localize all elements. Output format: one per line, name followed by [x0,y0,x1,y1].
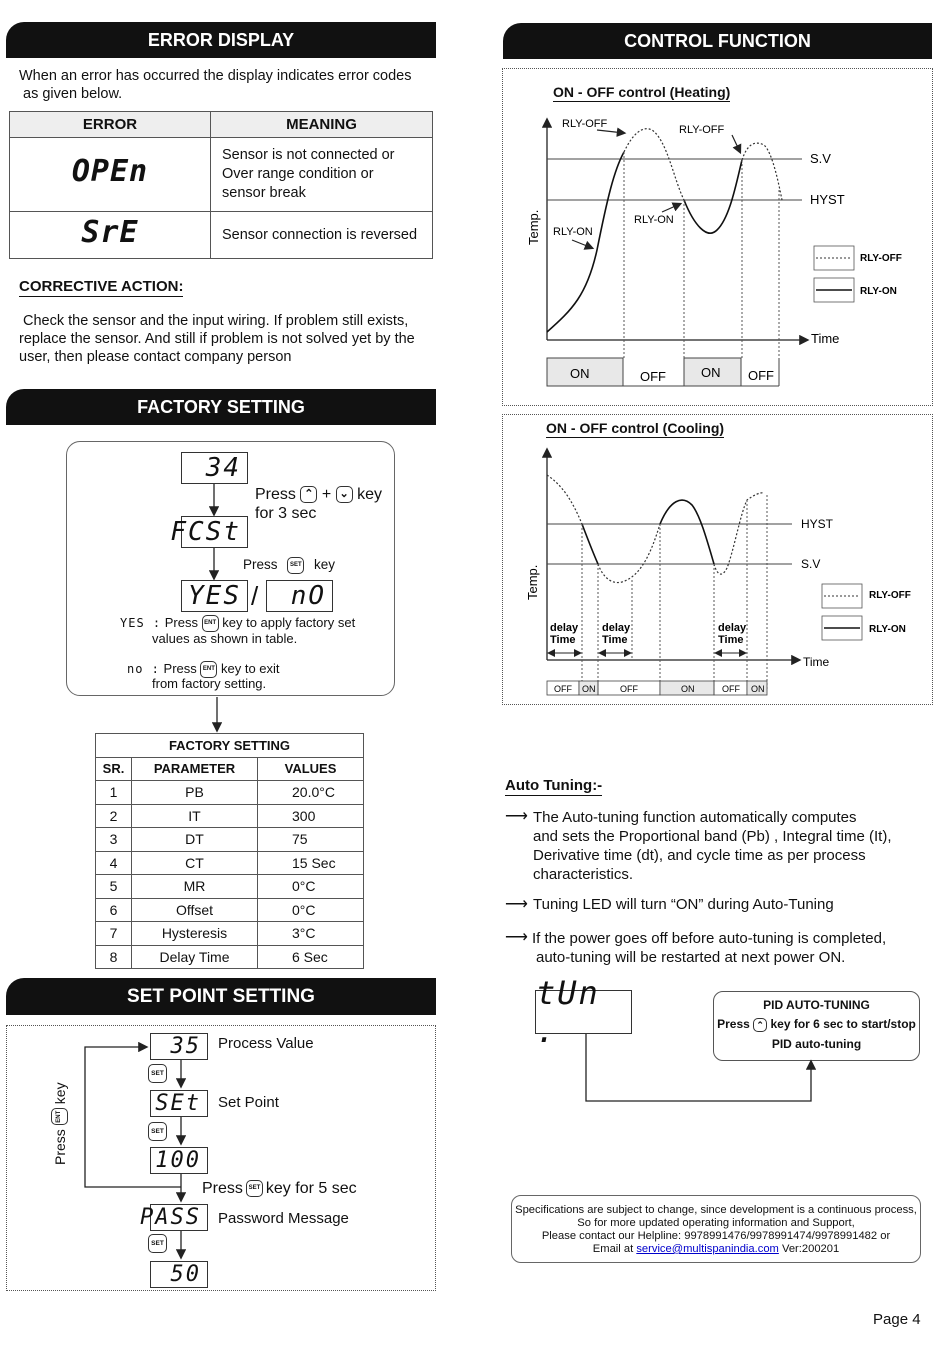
sr-col-header: SR. [96,757,132,781]
heating-label-rly-on-1: RLY-ON [553,226,593,238]
footer-line3: Please contact our Helpline: 9978991476/9978991474/9978991482 or [541,1230,891,1242]
factory-lcd-fcst: FCSt [181,516,248,548]
table-row: 3 DT 75 [96,828,364,852]
factory-no-note: no : Press ENT key to exit [127,661,280,678]
heating-bar-off-1: OFF [640,369,666,384]
setpoint-label-set-point: Set Point [218,1094,279,1111]
cooling-bar-4: OFF [722,684,740,694]
cooling-delay-3: delay [718,622,747,634]
heating-legend-off: RLY-OFF [860,253,902,264]
factory-lcd-yes: YES [181,580,248,612]
heating-curve-off [624,129,684,200]
cooling-bar-3: ON [681,684,695,694]
cooling-time-label: Time [803,655,830,669]
error-intro-line1: When an error has occurred the display indicates error codes [19,68,412,84]
error-meaning-open: Sensor is not connected or Over range condition or sensor break [211,138,433,212]
cooling-title: ON - OFF control (Cooling) [546,420,725,436]
cooling-delay-2: delay [602,622,631,634]
table-row: 7 Hysteresis 3°C [96,922,364,946]
heating-title: ON - OFF control (Heating) [553,84,731,100]
auto-tuning-lcd: tUn . [535,990,632,1034]
set-key-icon: SET [148,1122,167,1141]
cooling-legend-off: RLY-OFF [869,590,911,601]
heating-label-rly-off-2: RLY-OFF [679,124,725,136]
error-code-open: OPEn [10,138,211,212]
setpoint-setting-header: SET POINT SETTING [6,978,436,1015]
setpoint-lcd-100: 100 [150,1147,208,1174]
footer-line4: Email at service@multispanindia.com Ver:200201 [592,1243,840,1255]
factory-yes-note2: values as shown in table. [152,631,298,646]
cooling-chart [502,440,933,702]
auto-tuning-bullet3: If the power goes off before auto-tuning is completed, auto-tuning will be restarted at next power ON. [532,930,887,966]
footer-line2: So for more updated operating information and Support, [577,1217,855,1229]
table-row: 4 CT 15 Sec [96,851,364,875]
page-number: Page 4 [873,1311,921,1328]
factory-table-title: FACTORY SETTING [96,734,364,758]
meaning-col-header: MEANING [211,112,433,138]
setpoint-lcd-50: 50 [150,1261,208,1288]
bullet-arrow-icon: ⟶ [505,929,528,946]
cooling-bar-5: ON [751,684,765,694]
factory-setting-table [95,733,364,969]
heating-bar-on-2: ON [701,365,721,380]
factory-lcd-no: nO [266,580,333,612]
cooling-bar-0: OFF [554,684,572,694]
setpoint-side-label: Press ENT key [51,1082,68,1165]
heating-curve-on [547,152,624,332]
factory-press-line2: for 3 sec [255,505,317,522]
heating-curve-off2 [742,143,782,200]
down-key-icon: ⌄ [336,486,353,503]
setpoint-press-5sec: Press SET key for 5 sec [202,1180,357,1197]
up-key-icon: ⌃ [300,486,317,503]
ent-key-icon: ENT [51,1108,68,1125]
pid-title: PID AUTO-TUNING [763,998,870,1012]
heating-bar-off-2: OFF [748,368,774,383]
set-key-icon: SET [287,557,304,574]
corrective-line3: user, then please contact company person [19,349,292,365]
error-display-header: ERROR DISPLAY [6,22,436,58]
values-col-header: VALUES [258,757,364,781]
error-meaning-sre: Sensor connection is reversed [211,212,433,259]
set-key-icon: SET [148,1064,167,1083]
error-intro-line2: as given below. [23,86,123,102]
setpoint-lcd-35: 35 [150,1033,208,1060]
heating-bar-on-1: ON [570,366,590,381]
auto-tuning-bullet2: Tuning LED will turn “ON” during Auto-Tuning [533,896,834,913]
cooling-temp-label: Temp. [525,564,540,600]
auto-tuning-title: Auto Tuning:- [505,777,603,794]
heating-chart [502,100,933,400]
email-link[interactable]: service@multispanindia.com [636,1243,779,1255]
up-key-icon: ⌃ [753,1018,767,1032]
factory-yes-note: YES : Press ENT key to apply factory set [120,615,355,632]
control-function-header: CONTROL FUNCTION [503,23,932,59]
heating-label-rly-off-1: RLY-OFF [562,118,608,130]
bullet-arrow-icon: ⟶ [505,896,528,913]
factory-press-line1: Press ⌃ + ⌄ key [255,486,382,503]
bullet-arrow-icon: ⟶ [505,808,528,825]
error-code-sre: SrE [10,212,211,259]
pid-line2: Press ⌃ key for 6 sec to start/stop [717,1017,916,1031]
table-row: 5 MR 0°C [96,875,364,899]
table-row: 1 PB 20.0°C [96,781,364,805]
heating-time-label: Time [811,331,840,346]
cooling-sv-label: S.V [801,557,821,571]
footer-box [511,1195,921,1263]
auto-tuning-bullet1: The Auto-tuning function automatically computes and sets the Proportional band (Pb) , Integral time (It), Derivative time (dt), and cycle time as per process characteristics. [533,809,892,883]
footer-line1: Specifications are subject to change, since development is a continuous process, [515,1204,917,1216]
setpoint-lcd-set: SEt [150,1090,208,1117]
table-row: 8 Delay Time 6 Sec [96,945,364,969]
cooling-bar-2: OFF [620,684,638,694]
heating-hyst-label: HYST [810,192,845,207]
cooling-bar-1: ON [582,684,596,694]
factory-setting-header: FACTORY SETTING [6,389,436,425]
setpoint-label-password: Password Message [218,1210,349,1227]
heating-temp-label: Temp. [526,209,541,245]
cooling-delay-time-1: Time [550,634,576,646]
ent-key-icon: ENT [202,615,219,632]
heating-sv-label: S.V [810,151,831,166]
table-row: 6 Offset 0°C [96,898,364,922]
factory-press-set: Press SET key [243,557,336,572]
set-key-icon: SET [246,1180,263,1197]
cooling-legend-on: RLY-ON [869,624,906,635]
factory-lcd-34: 34 [181,452,248,484]
parameter-col-header: PARAMETER [132,757,258,781]
corrective-line1: Check the sensor and the input wiring. If problem still exists, [23,313,409,329]
set-key-icon: SET [148,1234,167,1253]
pid-line3: PID auto-tuning [771,1036,862,1051]
error-col-header: ERROR [10,112,211,138]
heating-curve-on2 [684,160,742,233]
factory-no-note2: from factory setting. [152,676,267,691]
setpoint-label-process-value: Process Value [218,1035,314,1052]
corrective-line2: replace the sensor. And still if problem is not solved yet by the [19,331,415,347]
setpoint-lcd-pass: PASS [150,1204,208,1231]
cooling-delay-time-2: Time [602,634,628,646]
heating-legend-on: RLY-ON [860,286,897,297]
table-row: 2 IT 300 [96,804,364,828]
autotuning-connector [500,1030,920,1110]
ent-key-icon: ENT [200,661,217,678]
heating-label-rly-on-2: RLY-ON [634,214,674,226]
factory-slash: / [251,581,259,611]
cooling-hyst-label: HYST [801,517,834,531]
corrective-action-title: CORRECTIVE ACTION: [19,278,184,295]
cooling-delay-1: delay [550,622,579,634]
cooling-delay-time-3: Time [718,634,744,646]
